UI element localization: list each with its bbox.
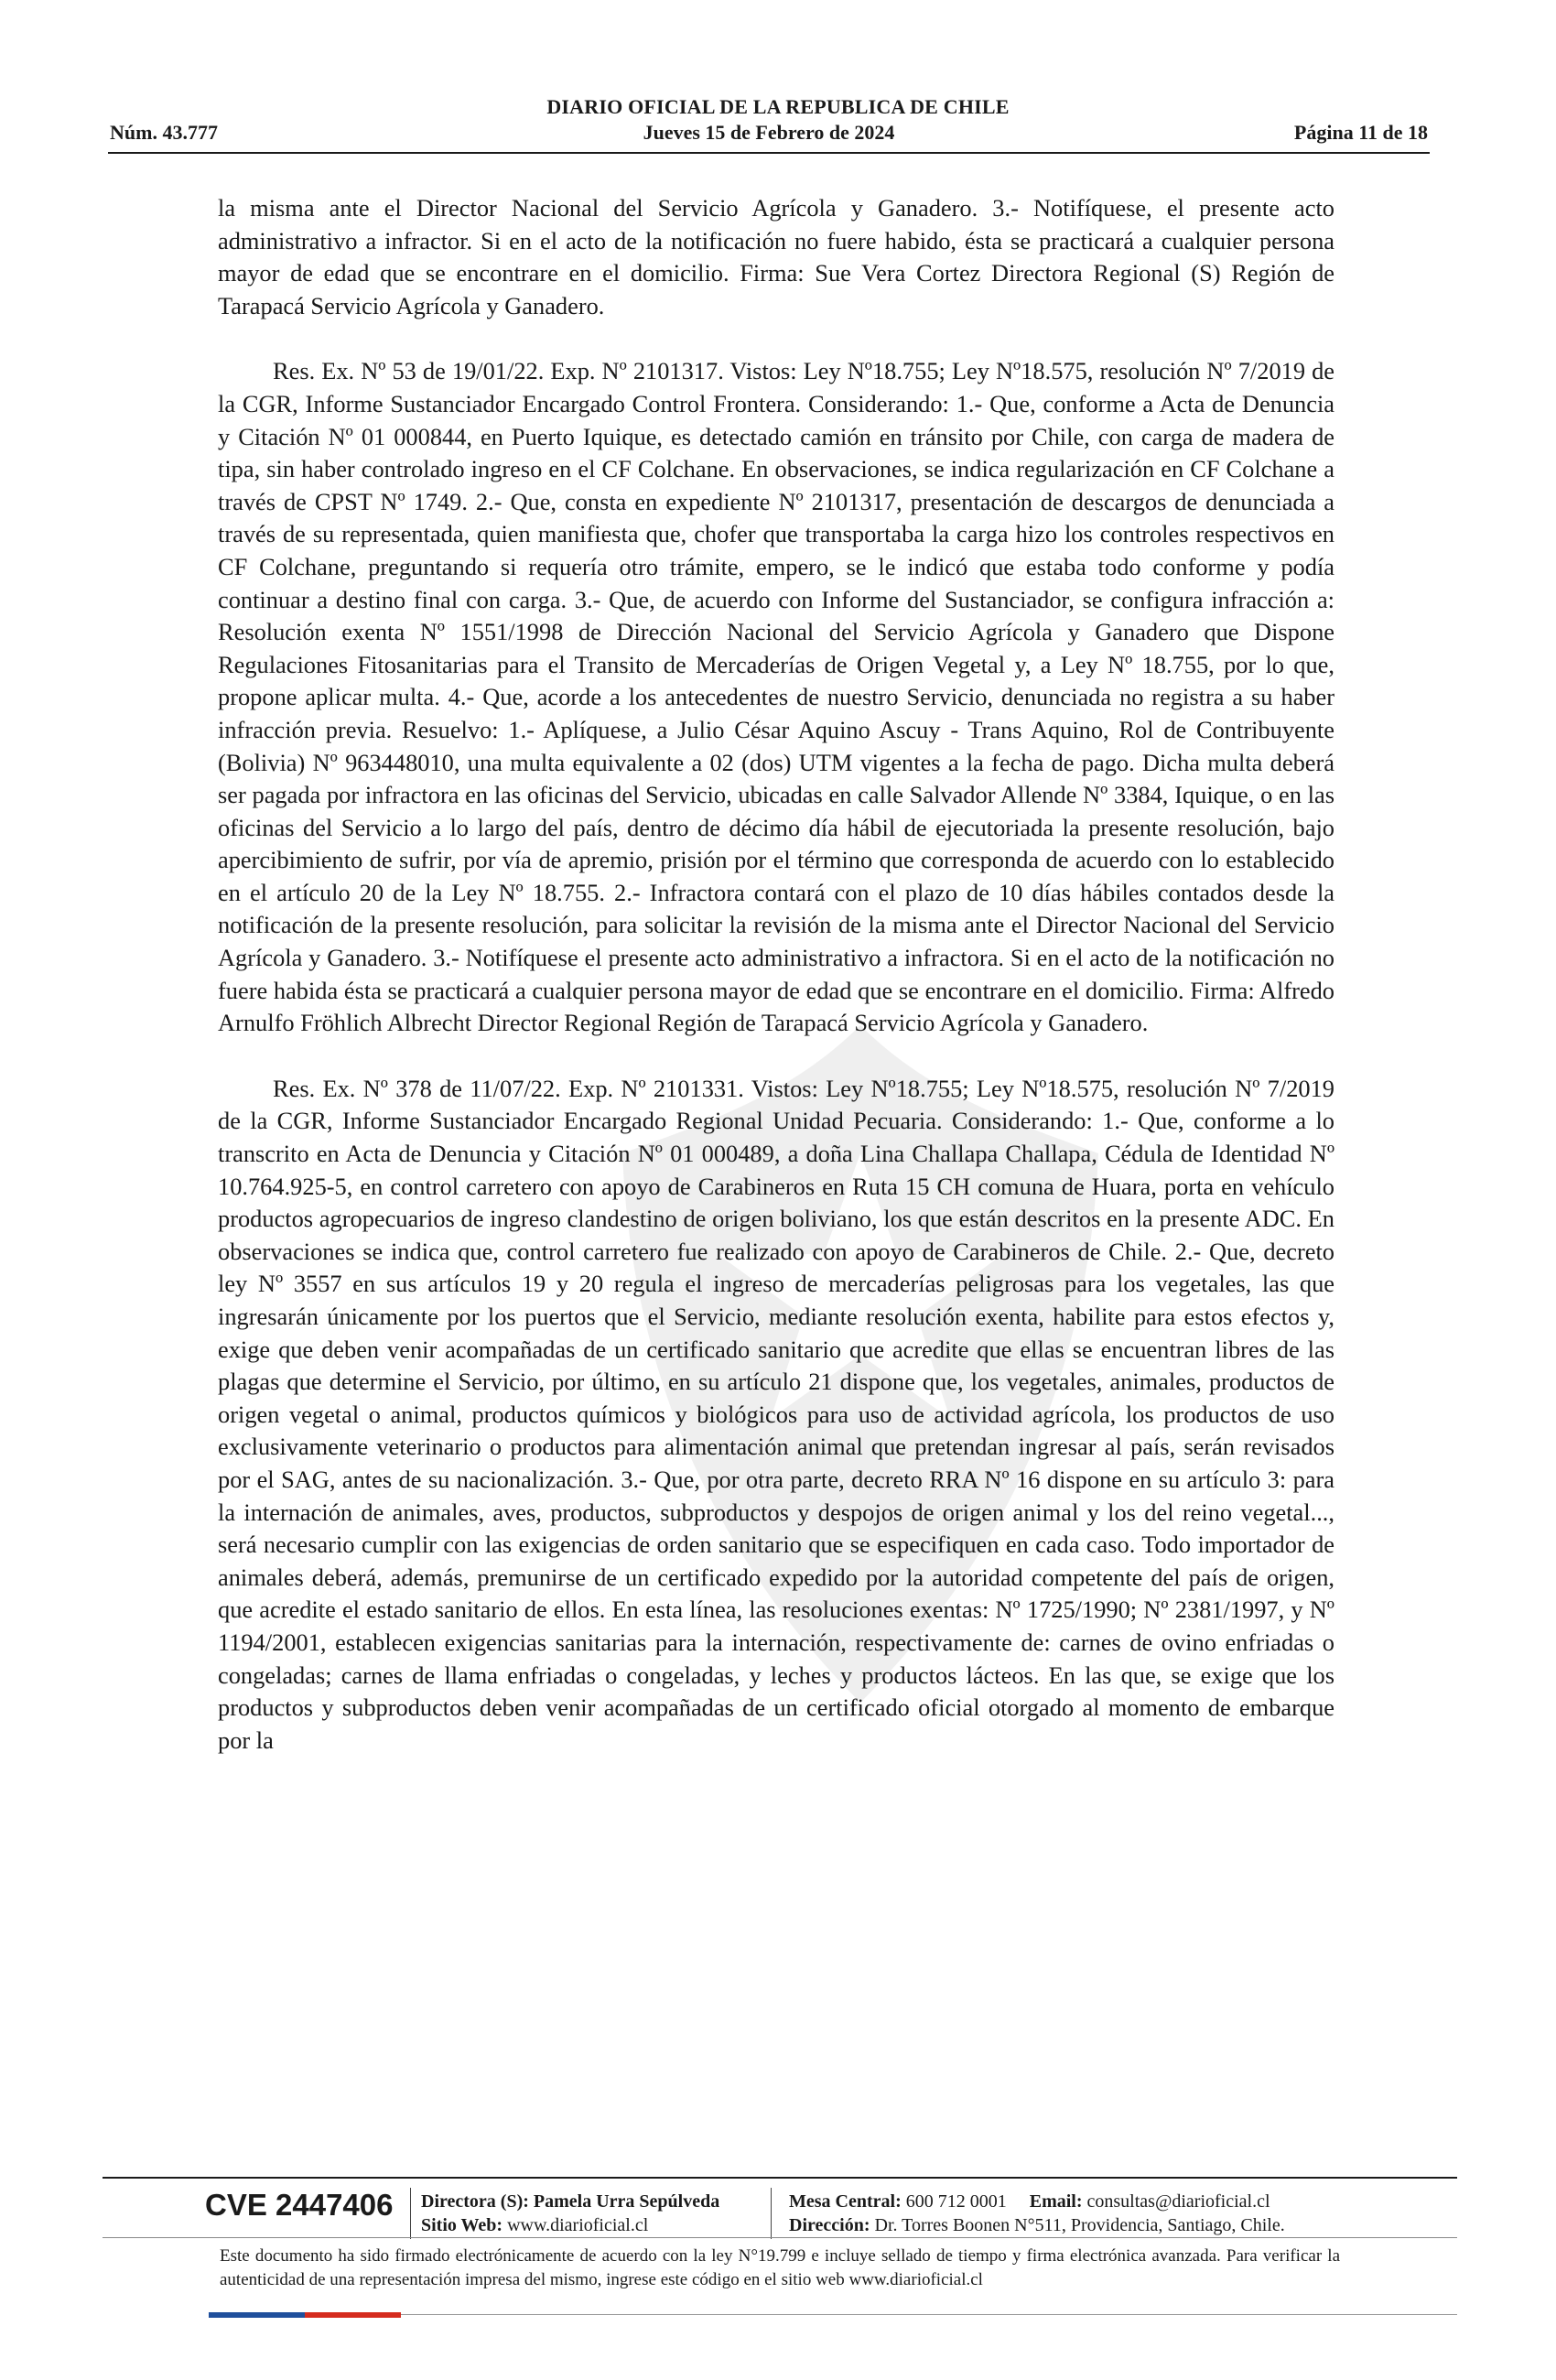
email-label: Email: <box>1029 2191 1083 2212</box>
flag-blue-segment <box>209 2312 305 2318</box>
footer-bottom-divider <box>401 2314 1457 2315</box>
header-divider <box>108 152 1430 154</box>
footer-contact-left <box>421 2190 719 2237</box>
footer-divider <box>103 2177 1457 2179</box>
footer-separator <box>771 2188 772 2239</box>
paragraph: Res. Ex. Nº 378 de 11/07/22. Exp. Nº 2101331. Vistos: Ley Nº18.755; Ley Nº18.575, resolución Nº 7/2019 de la CGR, Informe Sustanciador Encargado Regional Unidad Pecuaria. Considerando: 1.- Que, conforme a lo transcrito en Acta de Denuncia y Citación Nº 01 000489, a doña Lina Challapa Challapa, Cédula de Identidad Nº 10.764.925-5, en control carretero con apoyo de Carabineros en Ruta 15 CH comuna de Huara, porta en vehículo productos agropecuarios de ingreso clandestino de origen boliviano, los que están descritos en la presente ADC. En observaciones se indica que, control carretero fue realizado con apoyo de Carabineros de Chile. 2.- Que, decreto ley Nº 3557 en sus artículos 19 y 20 regula el ingreso de mercaderías peligrosas para los vegetales, las que ingresarán únicamente por los puertos que el Servicio, mediante resolución exenta, habilite para estos efectos y, exige que deben venir acompañadas de un certificado sanitario que acredite que ellas se encuentran libres de las plagas que determine el Servicio, por último, en su artículo 21 dispone que, los vegetales, animales, productos de origen vegetal o animal, productos químicos y biológicos para uso de actividad agrícola, los productos de uso exclusivamente veterinario o productos para alimentación animal que pretendan ingresar al país, serán revisados por el SAG, antes de su nacionalización. 3.- Que, por otra parte, decreto RRA Nº 16 dispone en su artículo 3: para la internación de animales, aves, productos, subproductos y despojos de origen animal y los del reino vegetal..., será necesario cumplir con las exigencias de orden sanitario que se especifiquen en cada caso. Todo importador de animales deberá, además, premunirse de un certificado expedido por la autoridad competente del país de origen, que acredite el estado sanitario de ellos. En esta línea, las resoluciones exentas: Nº 1725/1990; Nº 2381/1997, y Nº 1194/2001, establecen exigencias sanitarias para la internación, respectivamente de: carnes de ovino enfriadas o congeladas; carnes de llama enfriadas o congeladas, y leches y productos lácteos. En las que, se exige que los productos y subproductos deben venir acompañadas de un certificado oficial otorgado al momento de embarque por la <box>218 1074 1334 1754</box>
flag-stripe-icon <box>209 2312 401 2318</box>
page-indicator: Página 11 de 18 <box>1293 121 1428 144</box>
website-label: Sitio Web: <box>421 2215 503 2235</box>
phone-label: Mesa Central: <box>789 2191 902 2212</box>
paragraph: la misma ante el Director Nacional del Servicio Agrícola y Ganadero. 3.- Notifíquese, el presente acto administrativo a infractor. Si en el acto de la notificación no fuere habido, ésta se practicará a cualquier persona mayor de edad que se encontrare en el domicilio. Firma: Sue Vera Cortez Directora Regional (S) Región de Tarapacá Servicio Agrícola y Ganadero. <box>218 194 1334 319</box>
issue-number: Núm. 43.777 <box>110 121 218 144</box>
paragraph: Res. Ex. Nº 53 de 19/01/22. Exp. Nº 2101317. Vistos: Ley Nº18.755; Ley Nº18.575, resolución Nº 7/2019 de la CGR, Informe Sustanciador Encargado Control Frontera. Considerando: 1.- Que, conforme a Acta de Denuncia y Citación Nº 01 000844, en Puerto Iquique, es detectado camión en tránsito por Chile, con carga de madera de tipa, sin haber controlado ingreso en el CF Colchane. En observaciones, se indica regularización en CF Colchane a través de CPST Nº 1749. 2.- Que, consta en expediente Nº 2101317, presentación de descargos de denunciada a través de su representada, quien manifiesta que, chofer que transportaba la carga hizo los controles respectivos en CF Colchane, preguntando si requería otro trámite, empero, se le indicó que estaba todo conforme y podía continuar a destino final con carga. 3.- Que, de acuerdo con Informe del Sustanciador, se configura infracción a: Resolución exenta Nº 1551/1998 de Dirección Nacional del Servicio Agrícola y Ganadero que Dispone Regulaciones Fitosanitarias para el Transito de Mercaderías de Origen Vegetal y, a Ley Nº 18.755, por lo que, propone aplicar multa. 4.- Que, acorde a los antecedentes de nuestro Servicio, denunciada no registra a su haber infracción previa. Resuelvo: 1.- Aplíquese, a Julio César Aquino Ascuy - Trans Aquino, Rol de Contribuyente (Bolivia) Nº 963448010, una multa equivalente a 02 (dos) UTM vigentes a la fecha de pago. Dicha multa deberá ser pagada por infractora en las oficinas del Servicio, ubicadas en calle Salvador Allende Nº 3384, Iquique, o en las oficinas del Servicio a lo largo del país, dentro de décimo día hábil de ejecutoriada la presente resolución, bajo apercibimiento de sufrir, por vía de apremio, prisión por el término que corresponda de acuerdo con lo establecido en el artículo 20 de la Ley Nº 18.755. 2.- Infractora contará con el plazo de 10 días hábiles contados desde la notificación de la presente resolución, para solicitar la revisión de la misma ante el Director Nacional del Servicio Agrícola y Ganadero. 3.- Notifíquese el presente acto administrativo a infractora. Si en el acto de la notificación no fuere habida ésta se practicará a cualquier persona mayor de edad que se encontrare en el domicilio. Firma: Alfredo Arnulfo Fröhlich Albrecht Director Regional Región de Tarapacá Servicio Agrícola y Ganadero. <box>218 357 1334 1037</box>
directora-name: Pamela Urra Sepúlveda <box>533 2191 720 2212</box>
flag-red-segment <box>305 2312 401 2318</box>
email-link[interactable]: consultas@diarioficial.cl <box>1086 2191 1270 2212</box>
phone-number: 600 712 0001 <box>905 2191 1007 2212</box>
website-link[interactable]: www.diarioficial.cl <box>507 2215 649 2235</box>
footer-inner-divider <box>103 2237 1457 2238</box>
footer-separator <box>410 2188 411 2239</box>
document-body <box>218 192 1334 1757</box>
directora-label: Directora (S): <box>421 2191 529 2212</box>
address-value: Dr. Torres Boonen N°511, Providencia, Santiago, Chile. <box>874 2215 1285 2235</box>
publication-title: DIARIO OFICIAL DE LA REPUBLICA DE CHILE <box>546 95 1010 118</box>
footer-contact-right <box>789 2190 1285 2237</box>
issue-date: Jueves 15 de Febrero de 2024 <box>643 121 895 144</box>
signature-notice: Este documento ha sido firmado electrónicamente de acuerdo con la ley N°19.799 e incluye sellado de tiempo y firma electrónica avanzada. Para verificar la autenticidad de una representación impresa del mismo, ingrese este código en el sitio web www.diarioficial.cl <box>220 2246 1340 2289</box>
cve-code: CVE 2447406 <box>205 2188 394 2222</box>
address-label: Dirección: <box>789 2215 870 2235</box>
